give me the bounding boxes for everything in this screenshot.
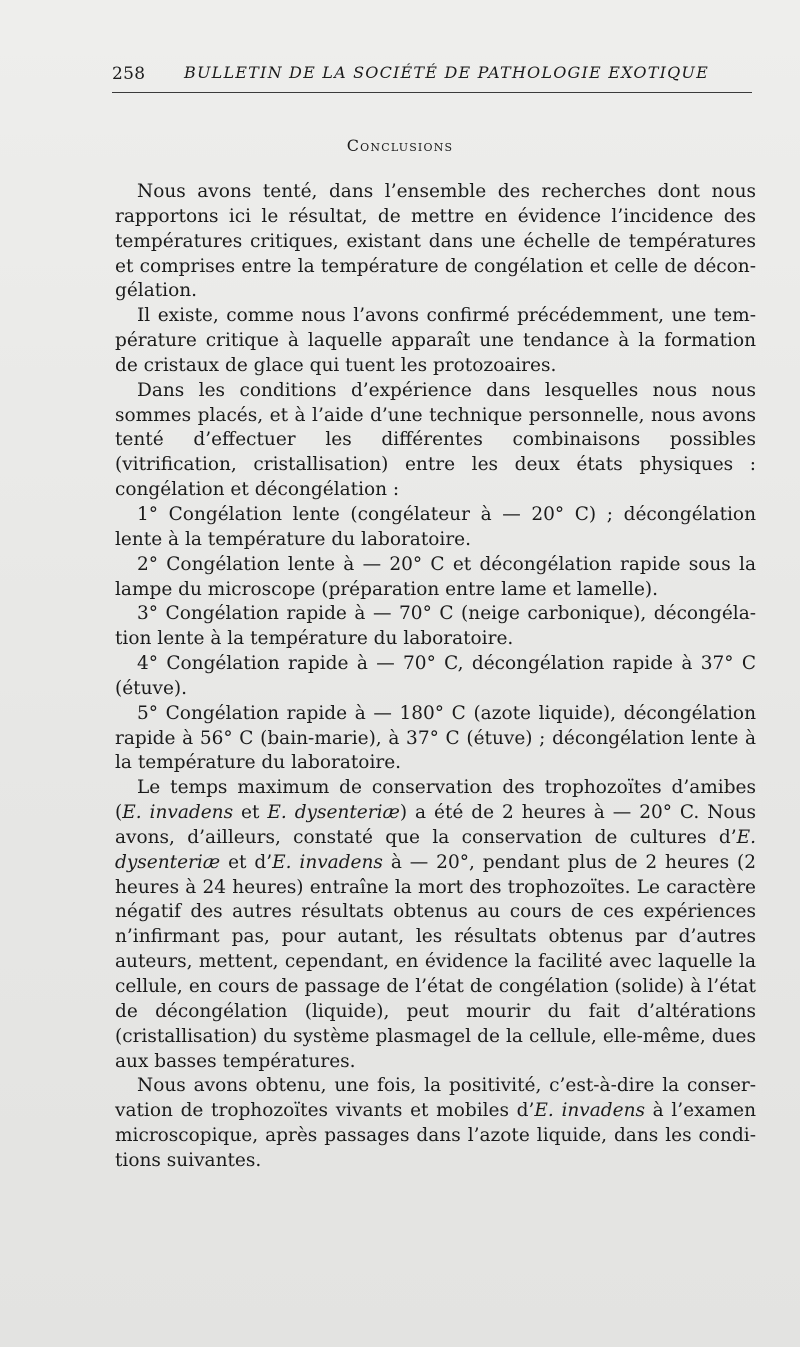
paragraph [115, 553, 756, 603]
species-name: E. invadens [122, 802, 234, 824]
running-title: BULLETIN DE LA SOCIÉTÉ DE PATHOLOGIE EXOTIQUE [184, 63, 709, 82]
paragraph [115, 652, 756, 702]
page-number: 258 [112, 64, 146, 84]
paragraph [115, 379, 756, 503]
text-run: Nous avons obtenu, une fois, la positivité, c’est-à-dire la conservation de trophozoïtes vivants et mobiles d’ [115, 1075, 756, 1122]
body-text [115, 180, 756, 1174]
text-run: Le temps maximum de conservation des trophozoïtes d’amibes ( [115, 777, 756, 824]
running-header [112, 58, 752, 93]
text-run: 4° Congélation rapide à — 70° C, décongélation rapide à 37° C (étuve). [115, 653, 756, 699]
text-run: 2° Congélation lente à — 20° C et décongélation rapide sous la lampe du microscope (préparation entre lame et lamelle). [115, 553, 756, 600]
paragraph [115, 702, 756, 777]
text-run: ) a été de 2 heures à — 20° C. Nous avons, d’ailleurs, constaté que la conservation de cultures d’ [115, 802, 756, 848]
text-run: 3° Congélation rapide à — 70° C (neige carbonique), décongélation lente à la température du laboratoire. [115, 603, 756, 650]
text-run: 1° Congélation lente (congélateur à — 20° C) ; décongélation lente à la température du laboratoire. [115, 503, 756, 550]
species-name: E. invadens [272, 851, 383, 873]
text-run: à l’examen microscopique, après passages dans l’azote liquide, dans les conditions suivantes. [115, 1100, 757, 1171]
text-run: Dans les conditions d’expérience dans lesquelles nous nous sommes placés, et à l’aide d’une technique personnelle, nous avons tenté d’effectuer les différentes combinaisons possibles (vitrification, cristallisation) entre les deux états physiques : congélation et décongélation : [115, 379, 756, 501]
paragraph [115, 503, 756, 553]
text-run: et [233, 802, 268, 824]
species-name: E. dysenteriæ [267, 802, 400, 824]
paragraph [115, 180, 756, 304]
species-name: E. dysenteriæ [115, 826, 756, 873]
text-run: à — 20°, pendant plus de 2 heures (2 heures à 24 heures) entraîne la mort des trophozoïtes. Le caractère négatif des autres résultats obtenus au cours de ces expériences n’infirmant pas, pour autant, les résultats obtenus par d’autres auteurs, mettent, cependant, en évidence la facilité avec laquelle la cellule, en cours de passage de l’état de congélation (solide) à l’état de décongélation (liquide), peut mourir du fait d’altérations (cristallisation) du système plasmagel de la cellule, elle-même, dues aux basses températures. [115, 851, 756, 1072]
text-run: Il existe, comme nous l’avons confirmé précédemment, une température critique à laquelle apparaît une tendance à la formation de cristaux de glace qui tuent les protozoaires. [115, 305, 756, 376]
paragraph [115, 1074, 756, 1173]
paragraph [115, 602, 756, 652]
species-name: E. invadens [534, 1100, 645, 1122]
paragraph [115, 776, 756, 1074]
text-run: Nous avons tenté, dans l’ensemble des recherches dont nous rapportons ici le résultat, de mettre en évidence l’incidence des températures critiques, existant dans une échelle de températures et comprises entre la température de congélation et celle de décongélation. [115, 181, 756, 302]
paragraph [115, 304, 756, 379]
text-run: et d’ [220, 851, 273, 873]
section-heading: Conclusions [346, 136, 454, 155]
text-run: 5° Congélation rapide à — 180° C (azote liquide), décongélation rapide à 56° C (bain-marie), à 37° C (étuve) ; décongélation lente à la température du laboratoire. [115, 702, 756, 774]
